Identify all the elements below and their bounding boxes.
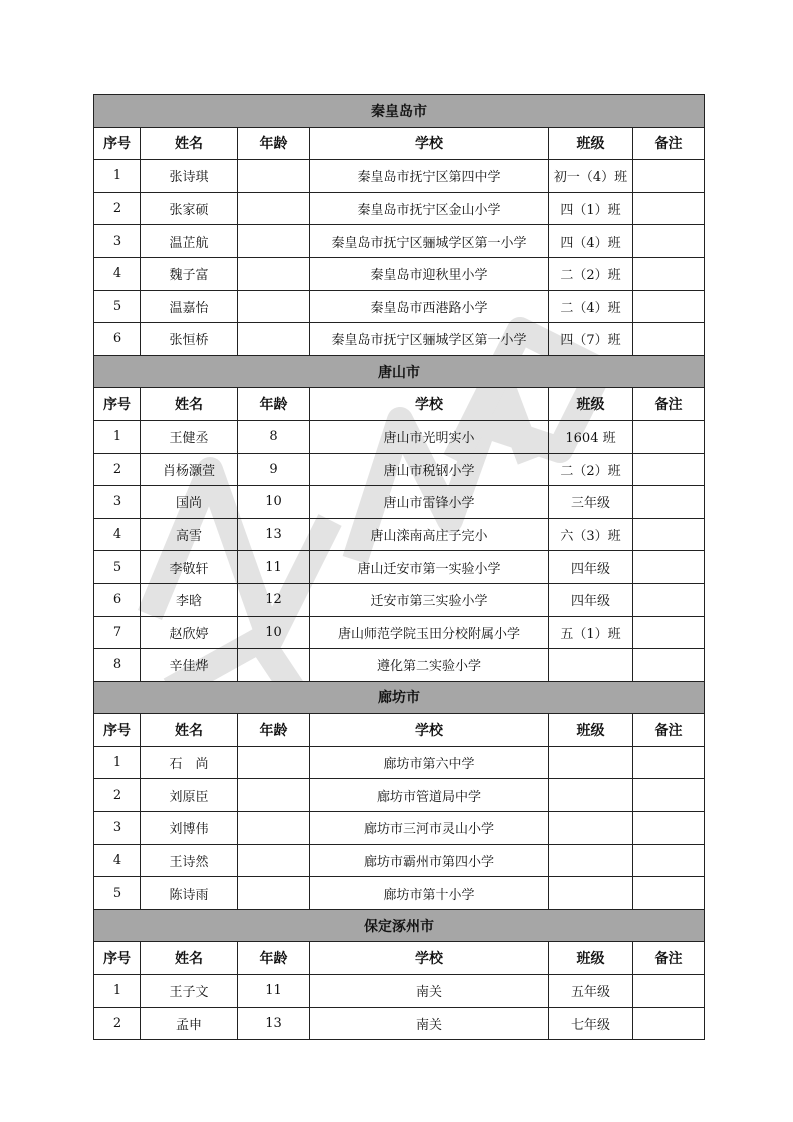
school-cell: 廊坊市管道局中学 (310, 779, 549, 812)
class-cell: 二（2）班 (549, 453, 633, 486)
class-cell: 初一（4）班 (549, 160, 633, 193)
seq-cell: 4 (94, 844, 141, 877)
school-cell: 唐山市雷锋小学 (310, 486, 549, 519)
column-header-seq: 序号 (94, 942, 141, 975)
name-cell: 李敬轩 (141, 551, 238, 584)
age-cell: 10 (238, 616, 310, 649)
age-cell (238, 160, 310, 193)
class-cell (549, 812, 633, 845)
school-cell: 遵化第二实验小学 (310, 649, 549, 682)
column-header-age: 年龄 (238, 714, 310, 747)
column-header-note: 备注 (633, 942, 705, 975)
name-cell: 魏子富 (141, 257, 238, 290)
class-cell (549, 649, 633, 682)
note-cell (633, 192, 705, 225)
column-header-name: 姓名 (141, 127, 238, 160)
name-cell: 刘博伟 (141, 812, 238, 845)
city-name: 保定涿州市 (94, 909, 705, 942)
table-row (94, 746, 705, 779)
age-cell (238, 192, 310, 225)
note-cell (633, 257, 705, 290)
note-cell (633, 160, 705, 193)
seq-cell: 1 (94, 746, 141, 779)
seq-cell: 1 (94, 160, 141, 193)
note-cell (633, 877, 705, 910)
column-header-class: 班级 (549, 388, 633, 421)
column-header-age: 年龄 (238, 388, 310, 421)
school-cell: 廊坊市三河市灵山小学 (310, 812, 549, 845)
note-cell (633, 812, 705, 845)
seq-cell: 3 (94, 812, 141, 845)
seq-cell: 7 (94, 616, 141, 649)
column-header-class: 班级 (549, 714, 633, 747)
class-cell: 四年级 (549, 551, 633, 584)
note-cell (633, 583, 705, 616)
note-cell (633, 290, 705, 323)
table-row (94, 160, 705, 193)
age-cell (238, 746, 310, 779)
note-cell (633, 779, 705, 812)
column-header-school: 学校 (310, 388, 549, 421)
age-cell: 10 (238, 486, 310, 519)
column-header-row (94, 388, 705, 421)
column-header-name: 姓名 (141, 388, 238, 421)
name-cell: 陈诗雨 (141, 877, 238, 910)
name-cell: 张诗琪 (141, 160, 238, 193)
table-row (94, 975, 705, 1008)
class-cell (549, 746, 633, 779)
table-row (94, 192, 705, 225)
column-header-seq: 序号 (94, 714, 141, 747)
column-header-school: 学校 (310, 942, 549, 975)
name-cell: 温嘉怡 (141, 290, 238, 323)
note-cell (633, 225, 705, 258)
name-cell: 王诗然 (141, 844, 238, 877)
seq-cell: 4 (94, 518, 141, 551)
city-name: 秦皇岛市 (94, 95, 705, 128)
note-cell (633, 975, 705, 1008)
seq-cell: 2 (94, 779, 141, 812)
column-header-name: 姓名 (141, 942, 238, 975)
age-cell (238, 779, 310, 812)
school-cell: 唐山迁安市第一实验小学 (310, 551, 549, 584)
seq-cell: 5 (94, 877, 141, 910)
school-cell: 秦皇岛市抚宁区金山小学 (310, 192, 549, 225)
class-cell (549, 779, 633, 812)
class-cell: 五（1）班 (549, 616, 633, 649)
note-cell (633, 518, 705, 551)
name-cell: 孟申 (141, 1007, 238, 1040)
column-header-seq: 序号 (94, 388, 141, 421)
table-row (94, 844, 705, 877)
note-cell (633, 746, 705, 779)
class-cell (549, 877, 633, 910)
table-row (94, 649, 705, 682)
column-header-age: 年龄 (238, 942, 310, 975)
seq-cell: 1 (94, 975, 141, 1008)
column-header-note: 备注 (633, 714, 705, 747)
note-cell (633, 420, 705, 453)
name-cell: 高雪 (141, 518, 238, 551)
school-cell: 秦皇岛市抚宁区骊城学区第一小学 (310, 323, 549, 356)
age-cell: 13 (238, 1007, 310, 1040)
column-header-school: 学校 (310, 714, 549, 747)
age-cell (238, 257, 310, 290)
column-header-name: 姓名 (141, 714, 238, 747)
seq-cell: 6 (94, 323, 141, 356)
name-cell: 赵欣婷 (141, 616, 238, 649)
name-cell: 张恒桥 (141, 323, 238, 356)
seq-cell: 3 (94, 225, 141, 258)
name-cell: 温芷航 (141, 225, 238, 258)
note-cell (633, 551, 705, 584)
table-row (94, 225, 705, 258)
class-cell: 六（3）班 (549, 518, 633, 551)
table-row (94, 257, 705, 290)
age-cell (238, 323, 310, 356)
age-cell (238, 812, 310, 845)
school-cell: 迁安市第三实验小学 (310, 583, 549, 616)
note-cell (633, 1007, 705, 1040)
table-row (94, 420, 705, 453)
seq-cell: 3 (94, 486, 141, 519)
seq-cell: 5 (94, 551, 141, 584)
roster-document (93, 94, 704, 1040)
column-header-age: 年龄 (238, 127, 310, 160)
seq-cell: 2 (94, 1007, 141, 1040)
school-cell: 唐山市光明实小 (310, 420, 549, 453)
class-cell: 四（1）班 (549, 192, 633, 225)
seq-cell: 2 (94, 192, 141, 225)
note-cell (633, 323, 705, 356)
school-cell: 秦皇岛市抚宁区骊城学区第一小学 (310, 225, 549, 258)
name-cell: 石 尚 (141, 746, 238, 779)
age-cell (238, 290, 310, 323)
table-row (94, 453, 705, 486)
age-cell (238, 844, 310, 877)
name-cell: 肖杨灏萱 (141, 453, 238, 486)
school-cell: 廊坊市霸州市第四小学 (310, 844, 549, 877)
table-row (94, 551, 705, 584)
school-cell: 廊坊市第六中学 (310, 746, 549, 779)
note-cell (633, 616, 705, 649)
school-cell: 唐山市税钢小学 (310, 453, 549, 486)
name-cell: 刘原臣 (141, 779, 238, 812)
table-row (94, 290, 705, 323)
city-header-row (94, 95, 705, 128)
table-row (94, 877, 705, 910)
table-row (94, 779, 705, 812)
column-header-class: 班级 (549, 942, 633, 975)
class-cell: 四（4）班 (549, 225, 633, 258)
name-cell: 国尚 (141, 486, 238, 519)
age-cell (238, 225, 310, 258)
seq-cell: 2 (94, 453, 141, 486)
name-cell: 王子文 (141, 975, 238, 1008)
age-cell: 12 (238, 583, 310, 616)
city-header-row (94, 681, 705, 714)
column-header-row (94, 127, 705, 160)
table-row (94, 583, 705, 616)
column-header-row (94, 942, 705, 975)
school-cell: 秦皇岛市西港路小学 (310, 290, 549, 323)
class-cell: 二（2）班 (549, 257, 633, 290)
table-row (94, 812, 705, 845)
column-header-school: 学校 (310, 127, 549, 160)
name-cell: 张家硕 (141, 192, 238, 225)
class-cell: 四年级 (549, 583, 633, 616)
seq-cell: 8 (94, 649, 141, 682)
note-cell (633, 844, 705, 877)
age-cell: 11 (238, 551, 310, 584)
age-cell: 13 (238, 518, 310, 551)
city-name: 唐山市 (94, 355, 705, 388)
class-cell: 四（7）班 (549, 323, 633, 356)
column-header-class: 班级 (549, 127, 633, 160)
class-cell: 三年级 (549, 486, 633, 519)
class-cell: 七年级 (549, 1007, 633, 1040)
roster-table (93, 94, 705, 1040)
class-cell: 五年级 (549, 975, 633, 1008)
city-header-row (94, 355, 705, 388)
city-name: 廊坊市 (94, 681, 705, 714)
city-header-row (94, 909, 705, 942)
column-header-seq: 序号 (94, 127, 141, 160)
school-cell: 秦皇岛市迎秋里小学 (310, 257, 549, 290)
name-cell: 李晗 (141, 583, 238, 616)
note-cell (633, 453, 705, 486)
age-cell (238, 649, 310, 682)
school-cell: 南关 (310, 975, 549, 1008)
column-header-row (94, 714, 705, 747)
table-row (94, 616, 705, 649)
age-cell: 11 (238, 975, 310, 1008)
school-cell: 唐山滦南高庄子完小 (310, 518, 549, 551)
seq-cell: 4 (94, 257, 141, 290)
age-cell (238, 877, 310, 910)
seq-cell: 1 (94, 420, 141, 453)
table-row (94, 1007, 705, 1040)
table-row (94, 518, 705, 551)
note-cell (633, 649, 705, 682)
name-cell: 辛佳烨 (141, 649, 238, 682)
school-cell: 廊坊市第十小学 (310, 877, 549, 910)
age-cell: 9 (238, 453, 310, 486)
column-header-note: 备注 (633, 127, 705, 160)
school-cell: 南关 (310, 1007, 549, 1040)
class-cell: 二（4）班 (549, 290, 633, 323)
school-cell: 秦皇岛市抚宁区第四中学 (310, 160, 549, 193)
age-cell: 8 (238, 420, 310, 453)
school-cell: 唐山师范学院玉田分校附属小学 (310, 616, 549, 649)
table-row (94, 486, 705, 519)
class-cell: 1604 班 (549, 420, 633, 453)
table-row (94, 323, 705, 356)
name-cell: 王健丞 (141, 420, 238, 453)
class-cell (549, 844, 633, 877)
seq-cell: 6 (94, 583, 141, 616)
note-cell (633, 486, 705, 519)
seq-cell: 5 (94, 290, 141, 323)
column-header-note: 备注 (633, 388, 705, 421)
